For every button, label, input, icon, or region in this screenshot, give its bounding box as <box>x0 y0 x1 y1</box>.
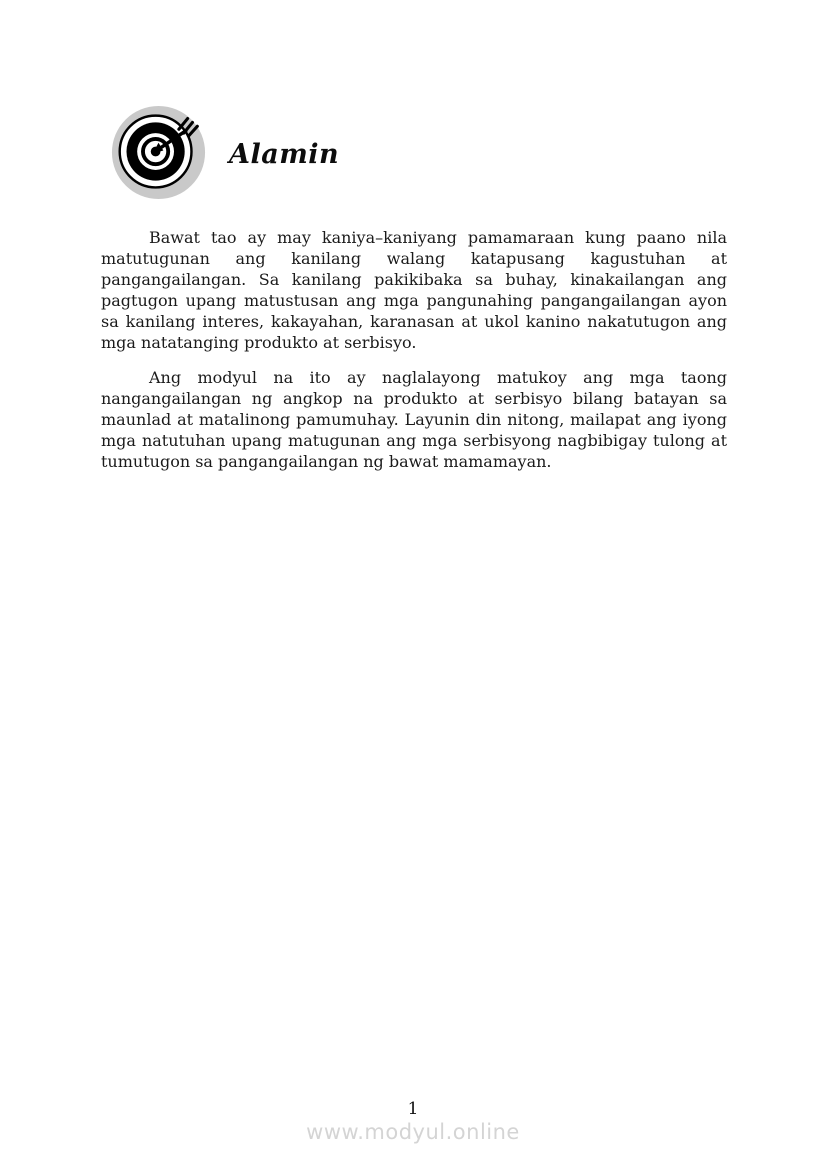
watermark-text: www.modyul.online <box>306 1120 520 1144</box>
section-header <box>110 104 339 201</box>
target-with-arrow-icon <box>110 104 207 201</box>
section-title: Alamin <box>229 139 340 170</box>
paragraph-2: Ang modyul na ito ay naglalayong matukoy ang mga taong nangangailangan ng angkop na produkto at serbisyo bilang batayan sa maunlad at matalinong pamumuhay. Layunin din nitong, mailapat ang iyong mga natutuhan upang matugunan ang mga serbisyong nagbibigay tulong at tumutugon sa pangangailangan ng bawat mamamayan. <box>101 368 727 471</box>
body-text <box>101 227 727 472</box>
page-number: 1 <box>407 1099 419 1119</box>
paragraph-1: Bawat tao ay may kaniya–kaniyang pamamaraan kung paano nila matutugunan ang kanilang walang katapusang kagustuhan at pangangailangan. Sa kanilang pakikibaka sa buhay, kinakailangan ang pagtugon upang matustusan ang mga pangunahing pangangailangan ayon sa kanilang interes, kakayahan, karanasan at ukol kanino nakatutugon ang mga natatanging produkto at serbisyo. <box>101 228 727 352</box>
